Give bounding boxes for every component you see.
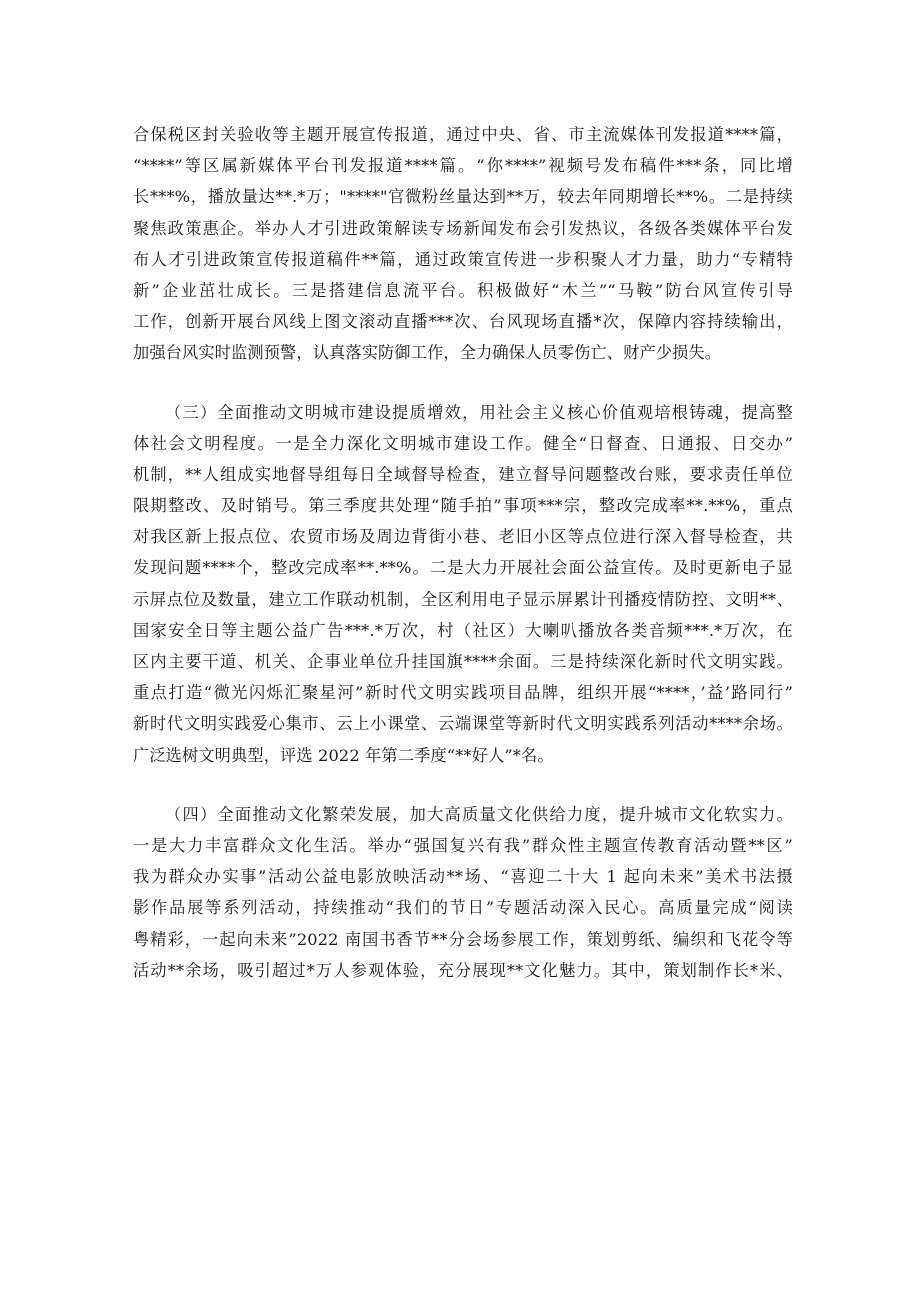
text-line: 对我区新上报点位、农贸市场及周边背街小巷、老旧小区等点位进行深入督导检查，共 <box>133 527 793 547</box>
text-line: 新”企业茁壮成长。三是搭建信息流平台。积极做好“木兰”“马鞍”防台风宣传引导 <box>133 280 793 300</box>
text-line: 发现问题****个，整改完成率**.**%。二是大力开展社会面公益宣传。及时更新电子显 <box>133 558 793 578</box>
section-heading-line: （四）全面推动文化繁荣发展，加大高质量文化供给力度，提升城市文化软实力。 <box>165 804 793 824</box>
text-line: 长***%，播放量达**.*万；"****"官微粉丝量达到**万，较去年同期增长**%。二是持续 <box>133 187 793 207</box>
text-line: 限期整改、及时销号。第三季度共处理“随手拍”事项***宗，整改完成率**.**%，重点 <box>133 496 793 516</box>
text-line: 一是大力丰富群众文化生活。举办“强国复兴有我”群众性主题宣传教育活动暨**区” <box>133 835 793 855</box>
text-line: 新时代文明实践爱心集市、云上小课堂、云端课堂等新时代文明实践系列活动****余场。 <box>133 714 793 734</box>
text-line: 活动**余场，吸引超过*万人参观体验，充分展现**文化魅力。其中，策划制作长*米、 <box>133 960 793 980</box>
text-line: 机制，**人组成实地督导组每日全域督导检查，建立督导问题整改台账，要求责任单位 <box>133 464 793 484</box>
text-line: 区内主要干道、机关、企事业单位升挂国旗****余面。三是持续深化新时代文明实践。 <box>133 652 793 671</box>
text-line: 体社会文明程度。一是全力深化文明城市建设工作。健全“日督查、日通报、日交办” <box>133 433 793 453</box>
text-line: 聚焦政策惠企。举办人才引进政策解读专场新闻发布会引发热议，各级各类媒体平台发 <box>133 218 793 238</box>
text-line: 国家安全日等主题公益广告***.*万次，村（社区）大喇叭播放各类音频***.*万次，在 <box>133 620 793 640</box>
section-heading-line: （三）全面推动文明城市建设提质增效，用社会主义核心价值观培根铸魂，提高整 <box>165 402 793 422</box>
paragraph-civilized-city <box>133 397 793 771</box>
text-line: 工作，创新开展台风线上图文滚动直播***次、台风现场直播*次，保障内容持续输出， <box>133 312 793 332</box>
document-body <box>133 119 793 986</box>
text-line: 加强台风实时监测预警，认真落实防御工作，全力确保人员零伤亡、财产少损失。 <box>133 343 722 363</box>
paragraph-culture-development <box>133 799 793 986</box>
text-line: 粤精彩，一起向未来”2022 南国书香节**分会场参展工作，策划剪纸、编织和飞花令等 <box>133 929 793 949</box>
paragraph-media-publicity <box>133 119 793 369</box>
text-line: 影作品展等系列活动，持续推动“我们的节日”专题活动深入民心。高质量完成“阅读 <box>133 898 793 918</box>
text-line: 合保税区封关验收等主题开展宣传报道，通过中央、省、市主流媒体刊发报道****篇， <box>133 125 793 144</box>
text-line: 示屏点位及数量，建立工作联动机制，全区利用电子显示屏累计刊播疫情防控、文明**、 <box>133 589 793 609</box>
text-line: 布人才引进政策宣传报道稿件**篇，通过政策宣传进一步积聚人才力量，助力“专精特 <box>133 249 793 269</box>
text-line: 重点打造“微光闪烁汇聚星河”新时代文明实践项目品牌，组织开展“****，’益’路同行” <box>133 683 793 703</box>
text-line: 广泛选树文明典型，评选 2022 年第二季度“**好人”*名。 <box>133 745 554 765</box>
text-line: 我为群众办实事”活动公益电影放映活动**场、“喜迎二十大 1 起向未来”美术书法摄 <box>133 867 793 887</box>
text-line: “****”等区属新媒体平台刊发报道****篇。“你****”视频号发布稿件***条，同比增 <box>133 156 793 176</box>
